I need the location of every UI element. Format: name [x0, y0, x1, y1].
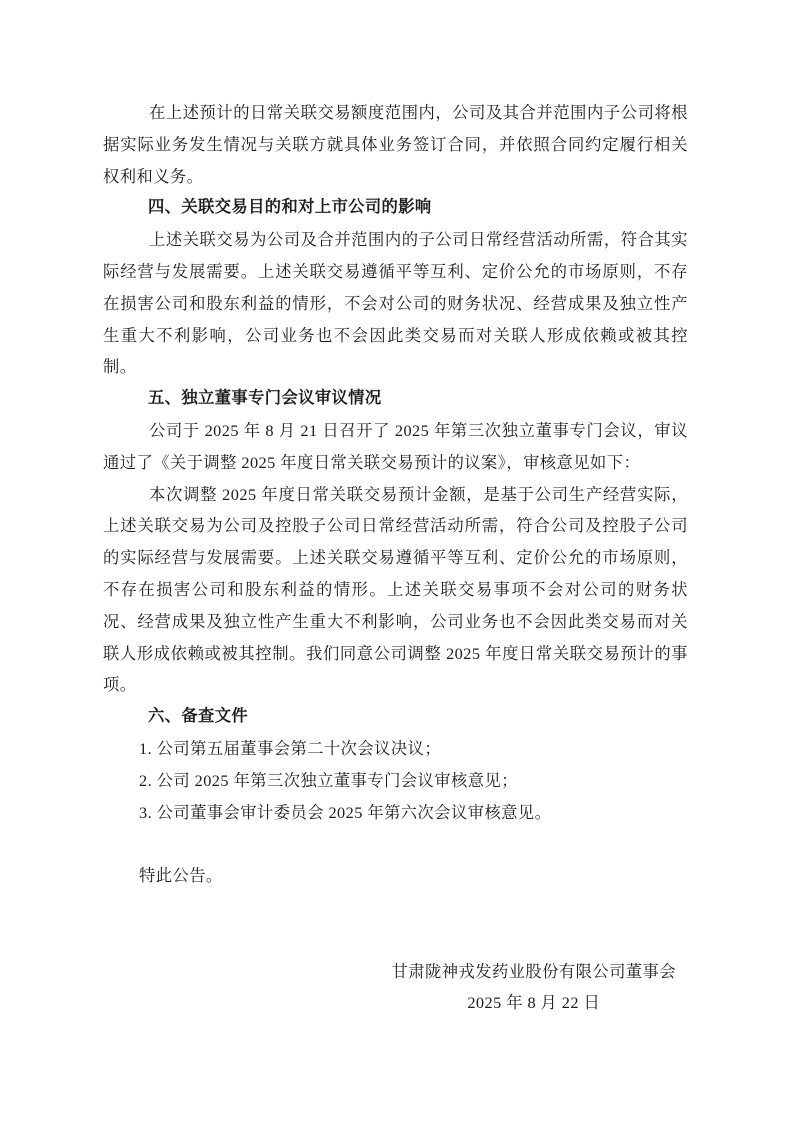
list-item-audit-committee-opinion: 3. 公司董事会审计委员会 2025 年第六次会议审核意见。: [139, 802, 552, 822]
list-item-independent-director-opinion: 2. 公司 2025 年第三次独立董事专门会议审核意见；: [139, 770, 518, 790]
intro-paragraph: 在上述预计的日常关联交易额度范围内，公司及其合并范围内子公司将根据实际业务发生情况与关联方就具体业务签订合同，并依照合同约定履行相关权利和义务。: [103, 103, 688, 186]
signature-block: [392, 956, 676, 1020]
section-heading-reference-documents: 六、备查文件: [148, 707, 249, 726]
signature-company: 甘肃陇神戎发药业股份有限公司董事会: [391, 961, 676, 981]
closing-note: 特此公告。: [139, 866, 223, 886]
section-5-paragraph-2: 本次调整 2025 年度日常关联交易预计金额，是基于公司生产经营实际，上述关联交易为公司及控股子公司日常经营活动所需，符合公司及控股子公司的实际经营与发展需要。上述关联交易遵循平等互利、定价公允的市场原则，不存在损害公司和股东利益的情形。上述关联交易事项不会对公司的财务状况、经营成果及独立性产生重大不利影响，公司业务也不会因此类交易而对关联人形成依赖或被其控制。我们同意公司调整 2025 年度日常关联交易预计的事项。: [103, 484, 688, 695]
section-heading-independent-director-meeting: 五、独立董事专门会议审议情况: [148, 389, 382, 408]
section-heading-related-transaction-purpose: 四、关联交易目的和对上市公司的影响: [148, 198, 432, 217]
signature-date: 2025 年 8 月 22 日: [467, 993, 601, 1013]
section-5-paragraph-1: 公司于 2025 年 8 月 21 日召开了 2025 年第三次独立董事专门会议，审议通过了《关于调整 2025 年度日常关联交易预计的议案》，审核意见如下：: [103, 420, 688, 472]
list-item-board-resolution: 1. 公司第五届董事会第二十次会议决议；: [139, 738, 442, 758]
section-4-paragraph: 上述关联交易为公司及合并范围内的子公司日常经营活动所需，符合其实际经营与发展需要。上述关联交易遵循平等互利、定价公允的市场原则，不存在损害公司和股东利益的情形，不会对公司的财务状况、经营成果及独立性产生重大不利影响，公司业务也不会因此类交易而对关联人形成依赖或被其控制。: [103, 230, 688, 377]
